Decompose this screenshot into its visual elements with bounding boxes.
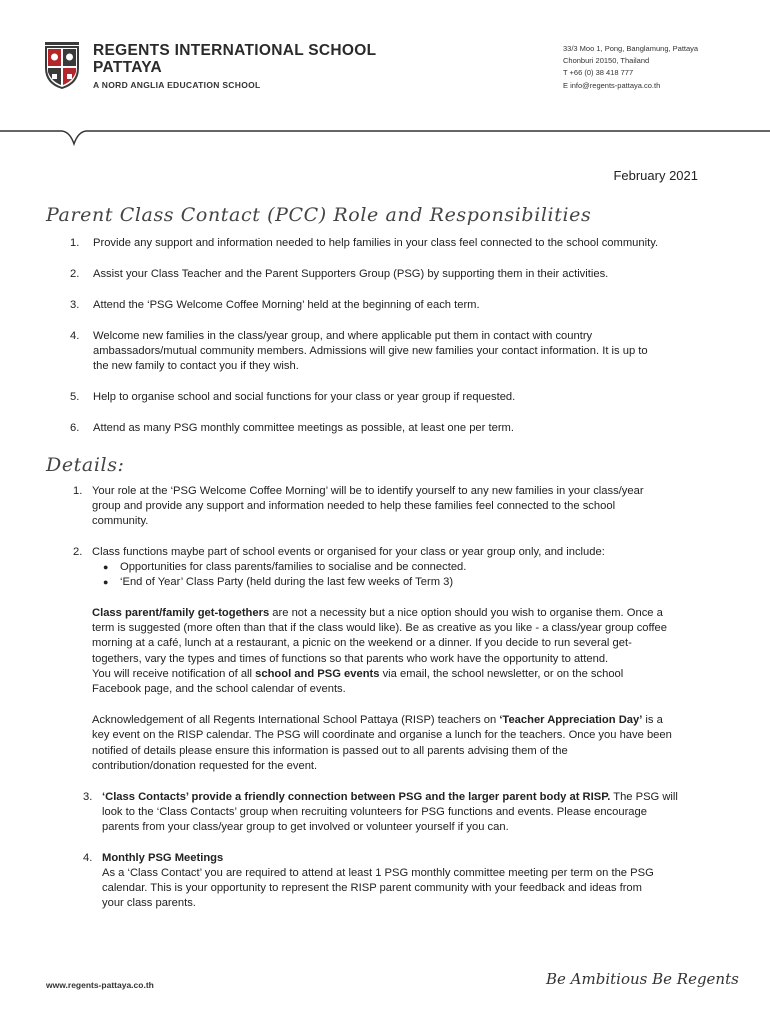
list-number: 2. <box>73 546 83 558</box>
school-subtitle: A NORD ANGLIA EDUCATION SCHOOL <box>93 80 261 90</box>
paragraph-line: morning at a café, lunch at a restaurant, a picnic on the weekend or a dinner. If you decide to run several get- <box>92 637 632 649</box>
list-item-heading <box>102 851 223 866</box>
list-item-continued: the new family to contact you if they wish. <box>93 360 299 372</box>
text-span: You will receive notification of all <box>92 668 256 680</box>
list-item: Welcome new families in the class/year group, and where applicable put them in contact with country <box>93 330 593 342</box>
paragraph-line: Facebook page, and the school calendar of events. <box>92 683 346 695</box>
list-number: 1. <box>73 485 83 497</box>
address-line: Chonburi 20150, Thailand <box>563 56 650 65</box>
page-title: Parent Class Contact (PCC) Role and Responsibilities <box>46 204 592 226</box>
list-item-continued: parents from your class/year group to get involved or volunteer yourself if you can. <box>102 821 509 833</box>
bold-phrase: Monthly PSG Meetings <box>102 852 224 864</box>
list-item: Your role at the ‘PSG Welcome Coffee Morning’ will be to identify yourself to any new families in your class/year <box>92 485 644 497</box>
list-number: 5. <box>70 391 80 403</box>
text-span: Acknowledgement of all Regents International School Pattaya (RISP) teachers on <box>92 714 500 726</box>
list-item-continued: As a ‘Class Contact’ you are required to attend at least 1 PSG monthly committee meeting per term on the PSG <box>102 867 654 879</box>
paragraph-line: togethers, vary the types and times of functions so that parents who work have the opportunity to attend. <box>92 653 609 665</box>
paragraph-line: notified of details please ensure this information is passed out to all parents advising them of the <box>92 745 568 757</box>
list-item: Attend the ‘PSG Welcome Coffee Morning’ held at the beginning of each term. <box>93 299 480 311</box>
paragraph-line <box>92 606 663 621</box>
list-number: 2. <box>70 268 80 280</box>
school-name-line2: PATTAYA <box>93 59 162 76</box>
list-item: Assist your Class Teacher and the Parent Supporters Group (PSG) by supporting them in their activities. <box>93 268 609 280</box>
bold-phrase: ‘Class Contacts’ provide a friendly connection between PSG and the larger parent body at RISP. <box>102 791 611 803</box>
footer-motto: Be Ambitious Be Regents <box>546 970 739 988</box>
bullet-icon: ● <box>103 562 109 572</box>
list-item-continued: calendar. This is your opportunity to represent the RISP parent community with your feedback and ideas from <box>102 882 642 894</box>
bullet-item: Opportunities for class parents/families to socialise and be connected. <box>120 561 467 573</box>
list-item: Provide any support and information needed to help families in your class feel connected to the school community. <box>93 237 659 249</box>
list-item: Class functions maybe part of school events or organised for your class or year group only, and include: <box>92 546 605 558</box>
list-item-continued: look to the ‘Class Contacts’ group when recruiting volunteers for PSG functions and events. Please encourage <box>102 806 647 818</box>
text-span: are not a necessity but a nice option should you wish to organise them. Once a <box>269 607 663 619</box>
list-item <box>102 790 678 805</box>
list-item: Attend as many PSG monthly committee meetings as possible, at least one per term. <box>93 422 514 434</box>
paragraph-line <box>92 713 663 728</box>
address-line: 33/3 Moo 1, Pong, Banglamung, Pattaya <box>563 44 699 53</box>
bold-phrase: Class parent/family get-togethers <box>92 607 270 619</box>
bullet-icon: ● <box>103 577 109 587</box>
list-item: Help to organise school and social functions for your class or year group if requested. <box>93 391 516 403</box>
phone-line: T +66 (0) 38 418 777 <box>563 68 634 77</box>
text-span: is a <box>642 714 663 726</box>
text-span: The PSG will <box>610 791 678 803</box>
bold-phrase: school and PSG events <box>255 668 380 680</box>
list-item-continued: community. <box>92 515 149 527</box>
list-item-continued: ambassadors/mutual community members. Admissions will give new families your contact information. It is up to <box>93 345 648 357</box>
paragraph-line: term is suggested (more often than that if the class would like). Be as creative as you like - a class/year group coffee <box>92 622 667 634</box>
email-line: E info@regents-pattaya.co.th <box>563 81 661 90</box>
list-number: 4. <box>83 852 93 864</box>
school-crest-logo <box>43 42 81 90</box>
paragraph-line <box>92 667 623 682</box>
list-number: 4. <box>70 330 80 342</box>
paragraph-line: key event on the RISP calendar. The PSG will coordinate and organise a lunch for the teachers. Once you have been <box>92 729 672 741</box>
text-span: via email, the school newsletter, or on the school <box>379 668 624 680</box>
paragraph-line: contribution/donation requested for the event. <box>92 760 318 772</box>
document-date: February 2021 <box>613 168 698 183</box>
list-number: 3. <box>70 299 80 311</box>
footer-website-link[interactable]: www.regents-pattaya.co.th <box>46 980 154 990</box>
list-item-continued: group and provide any support and information needed to help these families feel connected to the school <box>92 500 616 512</box>
bold-phrase: ‘Teacher Appreciation Day’ <box>499 714 643 726</box>
list-number: 3. <box>83 791 93 803</box>
list-number: 6. <box>70 422 80 434</box>
header-divider <box>0 124 770 154</box>
list-item-continued: your class parents. <box>102 897 196 909</box>
list-number: 1. <box>70 237 80 249</box>
details-heading: Details: <box>46 454 125 476</box>
school-name-line1: REGENTS INTERNATIONAL SCHOOL <box>93 42 377 59</box>
bullet-item: ‘End of Year’ Class Party (held during the last few weeks of Term 3) <box>120 576 454 588</box>
